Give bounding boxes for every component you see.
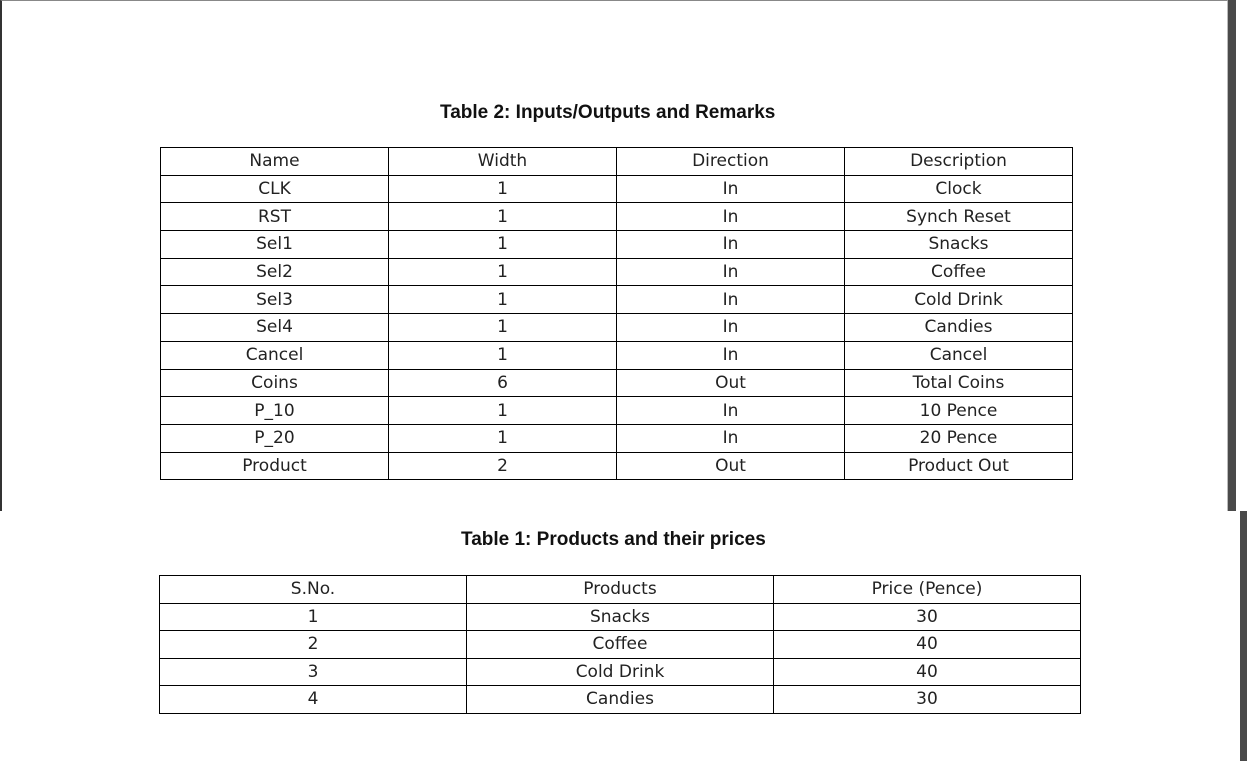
table-cell: 1 (389, 175, 617, 203)
header-cell: Products (467, 576, 774, 604)
table-cell: Coins (161, 369, 389, 397)
table-cell: Total Coins (845, 369, 1073, 397)
table-cell: 1 (389, 258, 617, 286)
table-cell: P_20 (161, 424, 389, 452)
table-cell: 1 (389, 231, 617, 259)
table-cell: 4 (160, 686, 467, 714)
table-cell: 2 (160, 631, 467, 659)
table-cell: CLK (161, 175, 389, 203)
table-header-row (161, 148, 1073, 176)
table-row (160, 603, 1081, 631)
table-cell: 30 (774, 603, 1081, 631)
table-cell: 1 (389, 314, 617, 342)
table-cell: Sel3 (161, 286, 389, 314)
table-cell: 1 (389, 341, 617, 369)
table-cell: 40 (774, 658, 1081, 686)
table-header-row (160, 576, 1081, 604)
table-cell: 1 (389, 203, 617, 231)
table-cell: Cancel (161, 341, 389, 369)
table-cell: 6 (389, 369, 617, 397)
table-cell: 1 (389, 397, 617, 425)
table-cell: Candies (467, 686, 774, 714)
table-cell: Snacks (467, 603, 774, 631)
scrollbar-track-lower[interactable] (1240, 511, 1247, 761)
header-cell: Name (161, 148, 389, 176)
table-cell: 40 (774, 631, 1081, 659)
table-cell: Snacks (845, 231, 1073, 259)
table-row (161, 286, 1073, 314)
table-row (161, 452, 1073, 480)
table-cell: Sel4 (161, 314, 389, 342)
table-cell: Clock (845, 175, 1073, 203)
table-cell: Out (617, 369, 845, 397)
table-cell: Candies (845, 314, 1073, 342)
table-cell: 20 Pence (845, 424, 1073, 452)
table-cell: 1 (389, 286, 617, 314)
table-row (161, 341, 1073, 369)
table-cell: In (617, 424, 845, 452)
table-cell: Cold Drink (467, 658, 774, 686)
table-cell: P_10 (161, 397, 389, 425)
table-cell: 30 (774, 686, 1081, 714)
table-cell: In (617, 258, 845, 286)
header-cell: Width (389, 148, 617, 176)
table-cell: 3 (160, 658, 467, 686)
table-cell: Synch Reset (845, 203, 1073, 231)
table-cell: In (617, 341, 845, 369)
table-row (161, 258, 1073, 286)
table-row (160, 686, 1081, 714)
table-cell: 1 (160, 603, 467, 631)
header-cell: S.No. (160, 576, 467, 604)
table-row (161, 397, 1073, 425)
table-cell: In (617, 314, 845, 342)
table2-caption: Table 2: Inputs/Outputs and Remarks (440, 102, 776, 123)
header-cell: Description (845, 148, 1073, 176)
scrollbar-track-upper[interactable] (1228, 0, 1236, 511)
table-inputs-outputs (160, 147, 1073, 480)
header-cell: Direction (617, 148, 845, 176)
table-cell: Product Out (845, 452, 1073, 480)
table-products-prices (159, 575, 1081, 714)
table-row (161, 231, 1073, 259)
table-cell: In (617, 397, 845, 425)
table-cell: Product (161, 452, 389, 480)
table-cell: In (617, 286, 845, 314)
table-cell: In (617, 203, 845, 231)
table-cell: Coffee (845, 258, 1073, 286)
header-cell: Price (Pence) (774, 576, 1081, 604)
table-row (161, 175, 1073, 203)
table-cell: Sel1 (161, 231, 389, 259)
table-cell: In (617, 175, 845, 203)
table-row (161, 203, 1073, 231)
table-cell: Cold Drink (845, 286, 1073, 314)
table-cell: 10 Pence (845, 397, 1073, 425)
table-cell: 2 (389, 452, 617, 480)
table-row (161, 314, 1073, 342)
table-cell: Out (617, 452, 845, 480)
table1-caption: Table 1: Products and their prices (461, 529, 766, 550)
table-cell: In (617, 231, 845, 259)
table-row (161, 424, 1073, 452)
table-cell: Cancel (845, 341, 1073, 369)
table-cell: Sel2 (161, 258, 389, 286)
table-row (160, 631, 1081, 659)
table-cell: RST (161, 203, 389, 231)
table-row (160, 658, 1081, 686)
table-cell: 1 (389, 424, 617, 452)
table-row (161, 369, 1073, 397)
table-cell: Coffee (467, 631, 774, 659)
